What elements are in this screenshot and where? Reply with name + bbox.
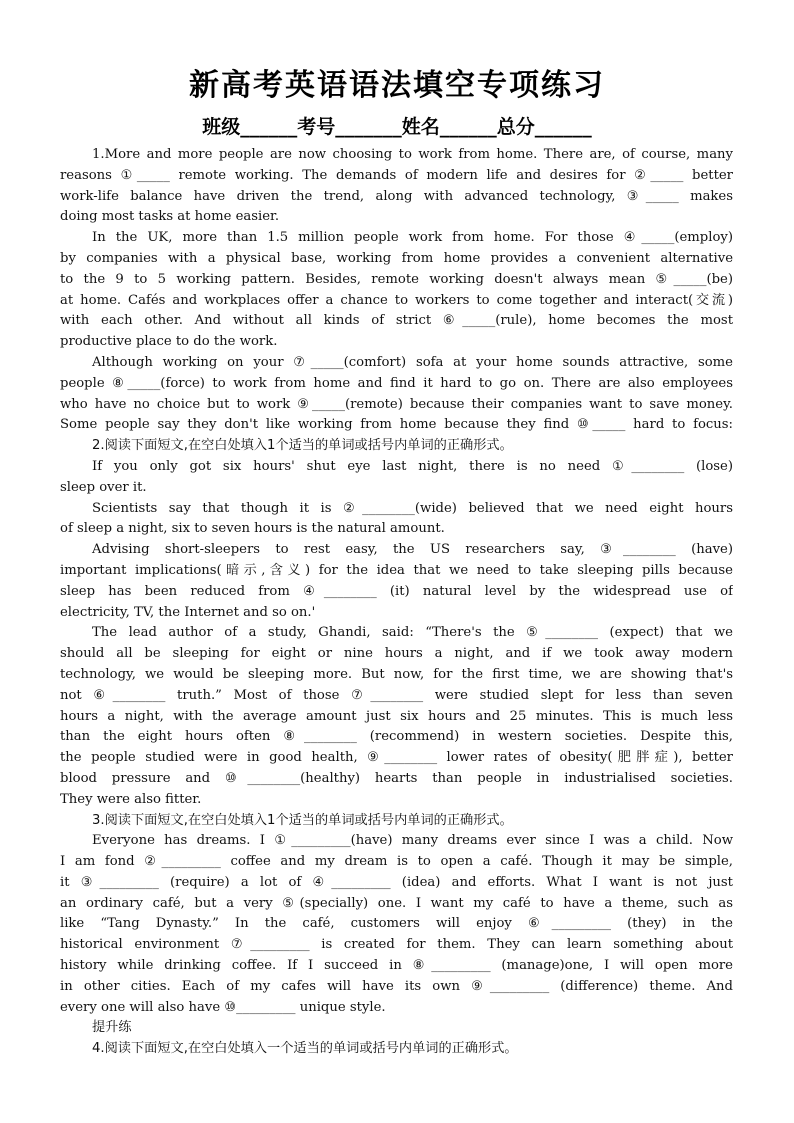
text-line: 3.阅读下面短文,在空白处填入1个适当的单词或括号内单词的正确形式。: [92, 812, 513, 828]
page-title: 新高考英语语法填空专项练习: [189, 68, 605, 103]
text-line: it ③_________ (require) a lot of ④_________ (idea) and efforts. What I want is not just: [60, 874, 733, 890]
text-line: who have no choice but to work ⑨_____(remote) because their companies want to save money.: [60, 396, 733, 412]
text-line: history while drinking coffee. If I succeed in ⑧_________ (manage)one, I will open more: [60, 958, 733, 974]
text-line: important implications(暗示,含义) for the idea that we need to take sleeping pills because: [60, 562, 733, 578]
text-line: Everyone has dreams. I ①_________(have) many dreams ever since I was a child. Now: [92, 833, 733, 849]
text-line: doing most tasks at home easier.: [60, 209, 280, 225]
text-line: every one will also have ⑩_________ unique style.: [60, 999, 386, 1015]
text-line: Scientists say that though it is ②________(wide) believed that we need eight hours: [92, 500, 733, 516]
text-line: sleep has been reduced from ④________ (it) natural level by the widespread use of: [60, 583, 733, 599]
text-line: productive place to do the work.: [60, 334, 278, 350]
text-line: by companies with a physical base, working from home provides a convenient alternative: [60, 250, 733, 266]
text-line: electricity, TV, the Internet and so on.': [60, 604, 316, 620]
text-line: blood pressure and ⑩________(healthy) hearts than people in industrialised societies.: [60, 770, 733, 786]
text-line: sleep over it.: [60, 479, 147, 495]
text-line: like “Tang Dynasty.” In the café, customers will enjoy ⑥_________ (they) in the: [60, 916, 733, 932]
text-line: 1.More and more people are now choosing to work from home. There are, of course, many: [92, 147, 733, 162]
text-line: work-life balance have driven the trend, along with advanced technology, ③_____ makes: [60, 188, 733, 204]
text-line: If you only got six hours' shut eye last night, there is no need ①________ (lose): [92, 458, 733, 474]
text-line: to the 9 to 5 working pattern. Besides, remote working doesn't always mean ⑤_____(be): [60, 271, 733, 287]
text-line: I am fond ②_________ coffee and my dream is to open a café. Though it may be simple,: [60, 854, 733, 870]
text-line: hours a night, with the average amount just six hours and 25 minutes. This is much less: [60, 708, 733, 724]
text-line: Advising short-sleepers to rest easy, the US researchers say, ③________ (have): [92, 542, 733, 558]
text-line: people ⑧_____(force) to work from home and find it hard to go on. There are also employees: [60, 375, 733, 391]
text-line: an ordinary café, but a very ⑤(specially) one. I want my café to have a theme, such as: [60, 895, 733, 911]
text-line: They were also fitter.: [60, 791, 202, 807]
text-line: Some people say they don't like working from home because they find ⑩_____ hard to focus:: [60, 417, 733, 433]
text-line: with each other. And without all kinds of strict ⑥_____(rule), home becomes the most: [60, 313, 733, 329]
exercise-body: [60, 145, 733, 1060]
text-line: 4.阅读下面短文,在空白处填入一个适当的单词或括号内单词的正确形式。: [92, 1041, 518, 1057]
text-line: Although working on your ⑦_____(comfort) sofa at your home sounds attractive, some: [92, 354, 733, 370]
student-info-line: 班级______考号_______姓名______总分______: [202, 116, 592, 138]
text-line: technology, we would be sleeping more. But now, for the first time, we are showing that's: [60, 666, 733, 682]
text-line: the people studied were in good health, ⑨________ lower rates of obesity(肥胖症), better: [60, 750, 733, 766]
text-line: at home. Cafés and workplaces offer a chance to workers to come together and interact(交流): [60, 292, 733, 308]
text-line: should all be sleeping for eight or nine hours a night, and if we took away modern: [60, 646, 733, 662]
text-line: than the eight hours often ⑧________ (recommend) in western societies. Despite this,: [60, 729, 733, 745]
text-line: 提升练: [92, 1020, 132, 1036]
text-line: reasons ①_____ remote working. The demands of modern life and desires for ②_____ better: [60, 167, 733, 183]
text-line: not ⑥________ truth.” Most of those ⑦________ were studied slept for less than seven: [60, 687, 733, 703]
text-line: historical environment ⑦_________ is created for them. They can learn something about: [60, 937, 733, 953]
text-line: of sleep a night, six to seven hours is the natural amount.: [60, 521, 445, 537]
text-line: The lead author of a study, Ghandi, said: “There's the ⑤________ (expect) that we: [92, 625, 733, 641]
text-line: in other cities. Each of my cafes will have its own ⑨_________ (difference) theme. And: [60, 978, 733, 994]
text-line: In the UK, more than 1.5 million people work from home. For those ④_____(employ): [92, 230, 733, 246]
text-line: 2.阅读下面短文,在空白处填入1个适当的单词或括号内单词的正确形式。: [92, 438, 513, 454]
